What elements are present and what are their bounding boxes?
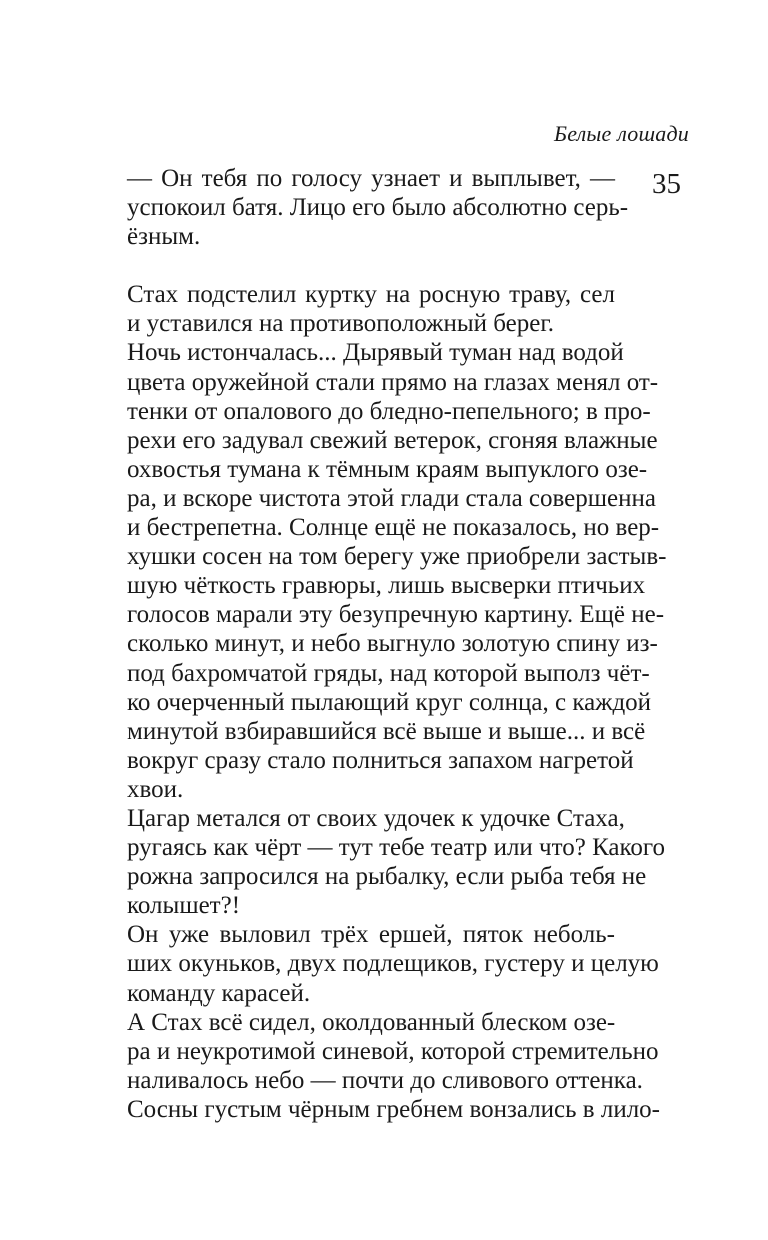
- text-line: минутой взбиравшийся всё выше и выше... и всё: [127, 717, 646, 745]
- text-line: колышет?!: [127, 892, 241, 920]
- text-line: ра и неукротимой синевой, которой стремительно: [127, 1037, 659, 1065]
- text-line: голосов марали эту безупречную картину. Ещё не-: [127, 601, 665, 629]
- text-line: под бахромчатой гряды, над которой выполз чёт-: [127, 659, 650, 687]
- text-line: — Он тебя по голосу узнает и выплывет, —: [127, 165, 615, 192]
- running-title: Белые лошади: [554, 121, 689, 146]
- paragraph-6: [95, 1008, 661, 1124]
- text-line: сколько минут, и небо выгнуло золотую спину из-: [127, 630, 658, 658]
- text-line: тенки от опалового до бледно-пепельного; в про-: [127, 397, 651, 425]
- text-line: Цагар метался от своих удочек к удочке Стаха,: [127, 804, 625, 832]
- text-line: хвои.: [127, 775, 184, 803]
- text-line: команду карасей.: [127, 979, 311, 1007]
- text-line: Он уже выловил трёх ершей, пяток неболь-: [127, 921, 615, 949]
- paragraph-3: [95, 338, 667, 804]
- text-line: ших окуньков, двух подлещиков, густеру и целую: [127, 950, 659, 978]
- text-line: вокруг сразу стало полниться запахом нагретой: [127, 746, 634, 774]
- paragraph-4: [95, 804, 666, 920]
- text-line: рожна запросился на рыбалку, если рыба тебя не: [127, 863, 647, 891]
- text-line: шую чёткость гравюры, лишь высверки птичьих: [127, 572, 646, 600]
- text-line: рехи его задувал свежий ветерок, сгоняя влажные: [127, 426, 658, 454]
- paragraph-2: [95, 280, 615, 338]
- text-line: успокоил батя. Лицо его было абсолютно серь-: [127, 194, 629, 222]
- text-line: ёзным.: [127, 223, 201, 251]
- text-line: А Стах всё сидел, околдованный блеском озе-: [127, 1008, 616, 1036]
- text-line: ругаясь как чёрт — тут тебе театр или что? Какого: [127, 834, 666, 862]
- text-line: и бестрепетна. Солнце ещё не показалось, но вер-: [127, 514, 660, 542]
- text-line: Стах подстелил куртку на росную траву, сел: [127, 281, 615, 309]
- text-line: охвостья тумана к тёмным краям выпуклого озе-: [127, 455, 648, 483]
- text-line: наливалось небо — почти до сливового оттенка.: [127, 1066, 643, 1094]
- paragraph-1: [95, 164, 629, 251]
- scene-break: [95, 251, 615, 280]
- page-number: 35: [652, 168, 681, 200]
- text-line: ра, и вскоре чистота этой глади стала совершенна: [127, 484, 656, 512]
- text-line: цвета оружейной стали прямо на глазах менял от-: [127, 368, 659, 396]
- text-line: ко очерченный пылающий круг солнца, с каждой: [127, 688, 652, 716]
- text-line: Ночь истончалась... Дырявый туман над водой: [127, 339, 624, 367]
- text-line: хушки сосен на том берегу уже приобрели застыв-: [127, 543, 667, 571]
- text-line: Сосны густым чёрным гребнем вонзались в лило-: [127, 1095, 661, 1123]
- text-line: и уставился на противоположный берег.: [127, 310, 555, 338]
- paragraph-5: [95, 920, 659, 1007]
